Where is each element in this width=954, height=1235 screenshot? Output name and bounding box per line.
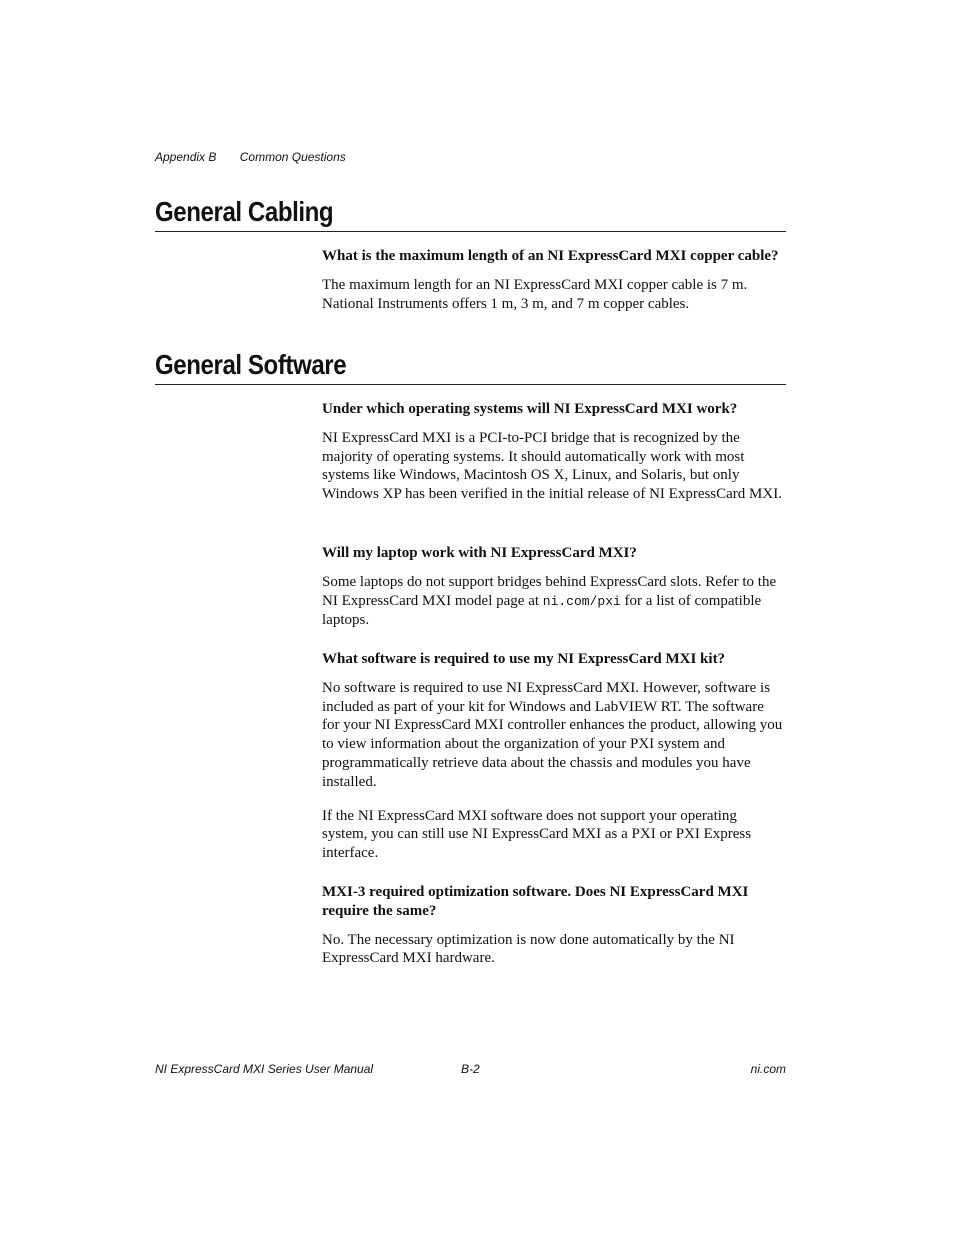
qa-laptop-support: [322, 544, 784, 630]
answer: The maximum length for an NI ExpressCard MXI copper cable is 7 m. National Instruments offers 1 m, 3 m, and 7 m copper cables.: [322, 276, 748, 312]
running-header: [155, 150, 346, 164]
link-ni-com-pxi[interactable]: ni.com/pxi: [542, 593, 621, 609]
answer: No software is required to use NI ExpressCard MXI. However, software is included as part of your kit for Windows and LabVIEW RT. The software for your NI ExpressCard MXI controller enhances the product, allowing you to view information about the organization of your PXI system and programmatically retrieve data about the chassis and modules you have installed.: [322, 679, 783, 790]
qa-optimization-software: [322, 883, 784, 968]
qa-operating-systems: [322, 400, 784, 504]
footer-page-number: B-2: [461, 1062, 480, 1076]
question: What is the maximum length of an NI ExpressCard MXI copper cable?: [322, 248, 779, 264]
qa-required-software: [322, 650, 784, 863]
header-chapter: Common Questions: [239, 150, 346, 164]
question: MXI-3 required optimization software. Does NI ExpressCard MXI require the same?: [322, 884, 749, 919]
answer: No. The necessary optimization is now done automatically by the NI ExpressCard MXI hardware.: [322, 931, 735, 967]
header-appendix: Appendix B: [155, 150, 217, 164]
answer-followup: If the NI ExpressCard MXI software does not support your operating system, you can still use NI ExpressCard MXI as a PXI or PXI Express interface.: [322, 807, 752, 862]
question: What software is required to use my NI ExpressCard MXI kit?: [322, 651, 726, 667]
section-title-general-software: General Software: [155, 349, 786, 385]
answer: Some laptops do not support bridges behind ExpressCard slots. Refer to the NI ExpressCard MXI model page at ni.com/pxi for a list of compatible laptops.: [322, 573, 777, 629]
footer-website: ni.com: [750, 1062, 786, 1076]
answer: NI ExpressCard MXI is a PCI-to-PCI bridge that is recognized by the majority of operating systems. It should automatically work with most systems like Windows, Macintosh OS X, Linux, and Solaris, but only Windows XP has been verified in the initial release of NI ExpressCard MXI.: [322, 429, 782, 503]
qa-max-cable-length: [322, 247, 784, 313]
question: Will my laptop work with NI ExpressCard MXI?: [322, 545, 637, 561]
question: Under which operating systems will NI ExpressCard MXI work?: [322, 401, 738, 417]
section-title-general-cabling: General Cabling: [155, 196, 786, 232]
footer-manual-title: NI ExpressCard MXI Series User Manual: [155, 1062, 374, 1076]
